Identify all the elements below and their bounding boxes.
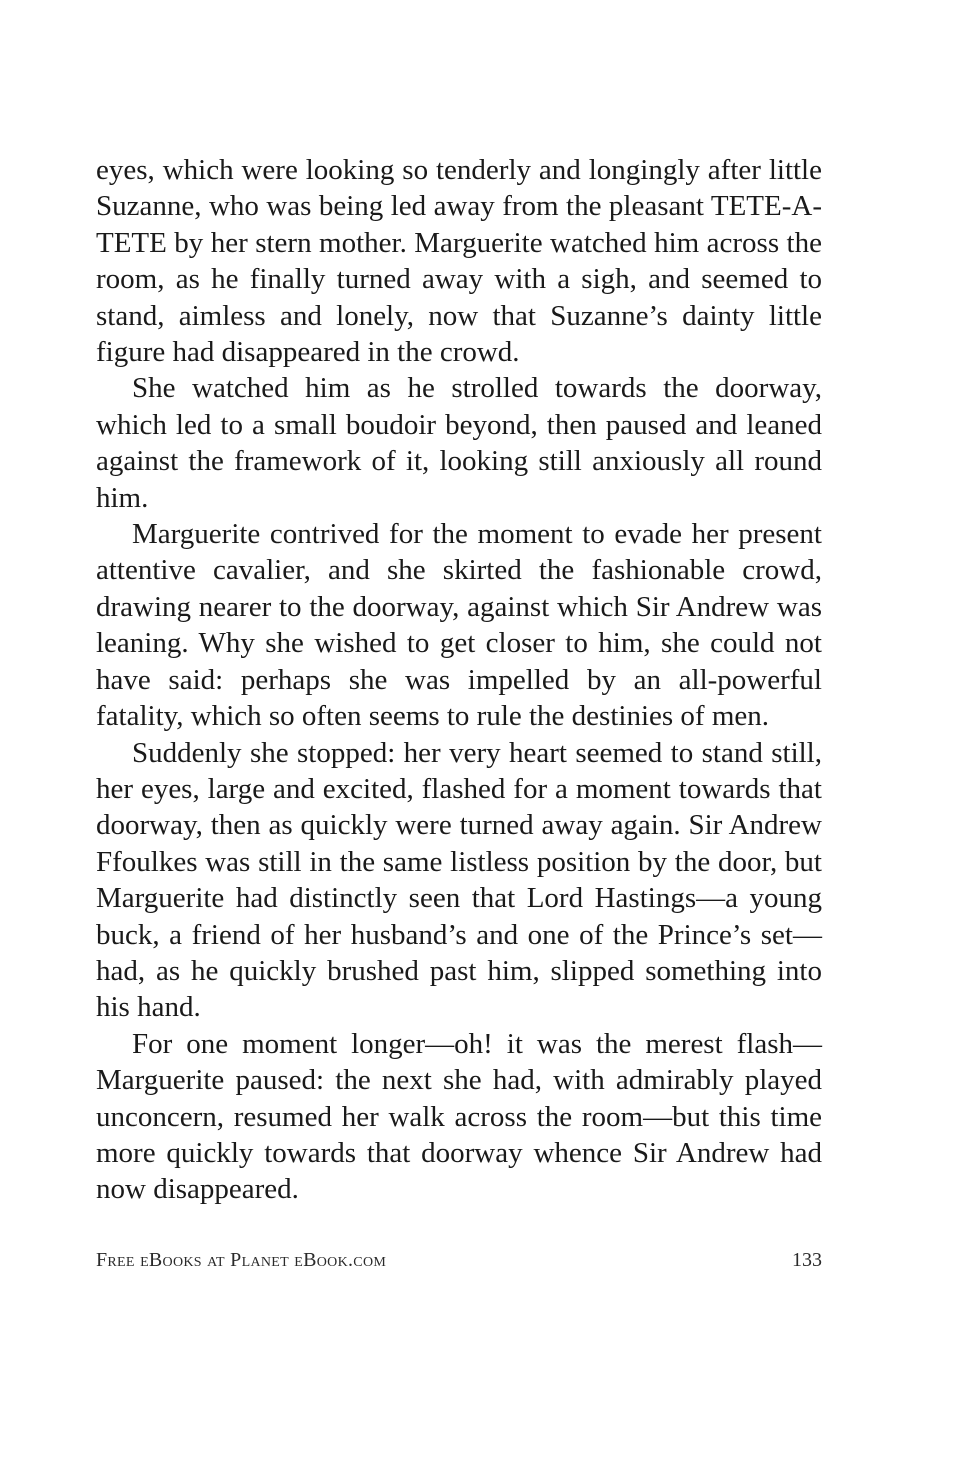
body-text: [96, 152, 822, 1208]
paragraph-4: Suddenly she stopped: her very heart seemed to stand still, her eyes, large and excited, flashed for a moment towards that doorway, then as quickly were turned away again. Sir Andrew Ffoulkes was still in the same listless position by the door, but Marguerite had distinctly seen that Lord Hastings—a young buck, a friend of her husband’s and one of the Prince’s set—had, as he quickly brushed past him, slipped something into his hand.: [96, 736, 822, 1024]
paragraph-2: She watched him as he strolled towards the doorway, which led to a small boudoir beyond, then paused and leaned against the framework of it, looking still anxiously all round him.: [96, 372, 822, 514]
page-number: 133: [792, 1249, 822, 1271]
footer-source: Free eBooks at Planet eBook.com: [96, 1249, 387, 1271]
paragraph-5: For one moment longer—oh! it was the merest flash—Marguerite paused: the next she had, with admirably played unconcern, resumed her walk across the room—but this time more quickly towards that doorway whence Sir Andrew had now disappeared.: [96, 1027, 822, 1206]
page-footer: [96, 1246, 822, 1274]
paragraph-3: Marguerite contrived for the moment to evade her present attentive cavalier, and she skirted the fashionable crowd, drawing nearer to the doorway, against which Sir Andrew was leaning. Why she wished to get closer to him, she could not have said: perhaps she was impelled by an all-powerful fatality, which so often seems to rule the destinies of men.: [96, 518, 822, 733]
paragraph-1: eyes, which were looking so tenderly and longingly after little Suzanne, who was being led away from the pleasant TETE-A-TETE by her stern mother. Marguerite watched him across the room, as he finally turned away with a sigh, and seemed to stand, aimless and lonely, now that Suzanne’s dainty little figure had disappeared in the crowd.: [96, 154, 822, 369]
